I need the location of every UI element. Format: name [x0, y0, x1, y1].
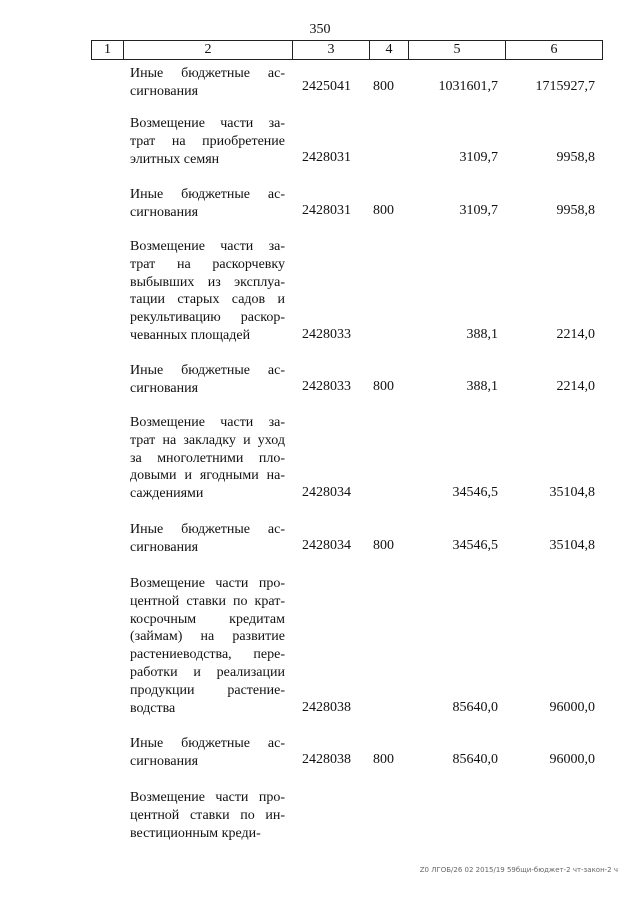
- row-code: 2428034: [302, 485, 351, 500]
- row-value-col5: 34546,5: [452, 485, 498, 500]
- row-name: Возмещение части за-трат на приобретение элитных семян: [130, 116, 285, 167]
- row-name: Иные бюджетные ас-сигнования: [130, 363, 285, 396]
- row-value-col5: 388,1: [466, 327, 498, 342]
- row-value-col6: 1715927,7: [535, 79, 595, 94]
- row-value-col5: 85640,0: [452, 752, 498, 767]
- row-expense-type: 800: [373, 752, 394, 767]
- column-header-5: 5: [409, 41, 506, 60]
- row-value-col5: 3109,7: [459, 150, 498, 165]
- row-value-col6: 2214,0: [556, 327, 595, 342]
- row-value-col6: 35104,8: [549, 485, 595, 500]
- row-code: 2428033: [302, 327, 351, 342]
- row-value-col6: 9958,8: [556, 150, 595, 165]
- column-header-table: [91, 40, 603, 60]
- row-value-col5: 34546,5: [452, 538, 498, 553]
- row-name: Иные бюджетные ас-сигнования: [130, 736, 285, 769]
- row-code: 2425041: [302, 79, 351, 94]
- row-value-col5: 85640,0: [452, 700, 498, 715]
- footer-file-path: Z0 ЛГОБ/26 02 2015/19 59бщи-бюджет-2 чт-закон-2 ч: [419, 866, 618, 874]
- row-code: 2428038: [302, 752, 351, 767]
- row-code: 2428038: [302, 700, 351, 715]
- row-code: 2428031: [302, 203, 351, 218]
- row-name: Возмещение части за-трат на раскорчевку выбывших из эксплуа-тации старых садов и рекультивацию раскор-чеванных площадей: [130, 239, 285, 343]
- row-name: Возмещение части за-трат на закладку и уход за многолетними пло-довыми и ягодными на-саждениями: [130, 415, 285, 502]
- row-value-col5: 388,1: [466, 379, 498, 394]
- row-value-col5: 3109,7: [459, 203, 498, 218]
- row-name: Возмещение части про-центной ставки по ин-вестиционным креди-: [130, 790, 285, 841]
- row-expense-type: 800: [373, 79, 394, 94]
- column-header-3: 3: [293, 41, 370, 60]
- row-name: Возмещение части про-центной ставки по крат-косрочным кредитам (займам) на развитие растениеводства, пере-работки и реализации продукции растение-водства: [130, 576, 285, 716]
- row-code: 2428031: [302, 150, 351, 165]
- row-expense-type: 800: [373, 379, 394, 394]
- row-code: 2428034: [302, 538, 351, 553]
- row-expense-type: 800: [373, 538, 394, 553]
- column-header-6: 6: [506, 41, 603, 60]
- row-name: Иные бюджетные ас-сигнования: [130, 187, 285, 220]
- row-code: 2428033: [302, 379, 351, 394]
- row-name: Иные бюджетные ас-сигнования: [130, 66, 285, 99]
- row-value-col6: 9958,8: [556, 203, 595, 218]
- row-value-col5: 1031601,7: [438, 79, 498, 94]
- page-number: 350: [309, 22, 331, 37]
- row-value-col6: 2214,0: [556, 379, 595, 394]
- row-name: Иные бюджетные ас-сигнования: [130, 522, 285, 555]
- row-value-col6: 96000,0: [549, 700, 595, 715]
- column-header-1: 1: [92, 41, 124, 60]
- row-value-col6: 96000,0: [549, 752, 595, 767]
- column-header-4: 4: [370, 41, 409, 60]
- row-expense-type: 800: [373, 203, 394, 218]
- row-value-col6: 35104,8: [549, 538, 595, 553]
- column-header-2: 2: [124, 41, 293, 60]
